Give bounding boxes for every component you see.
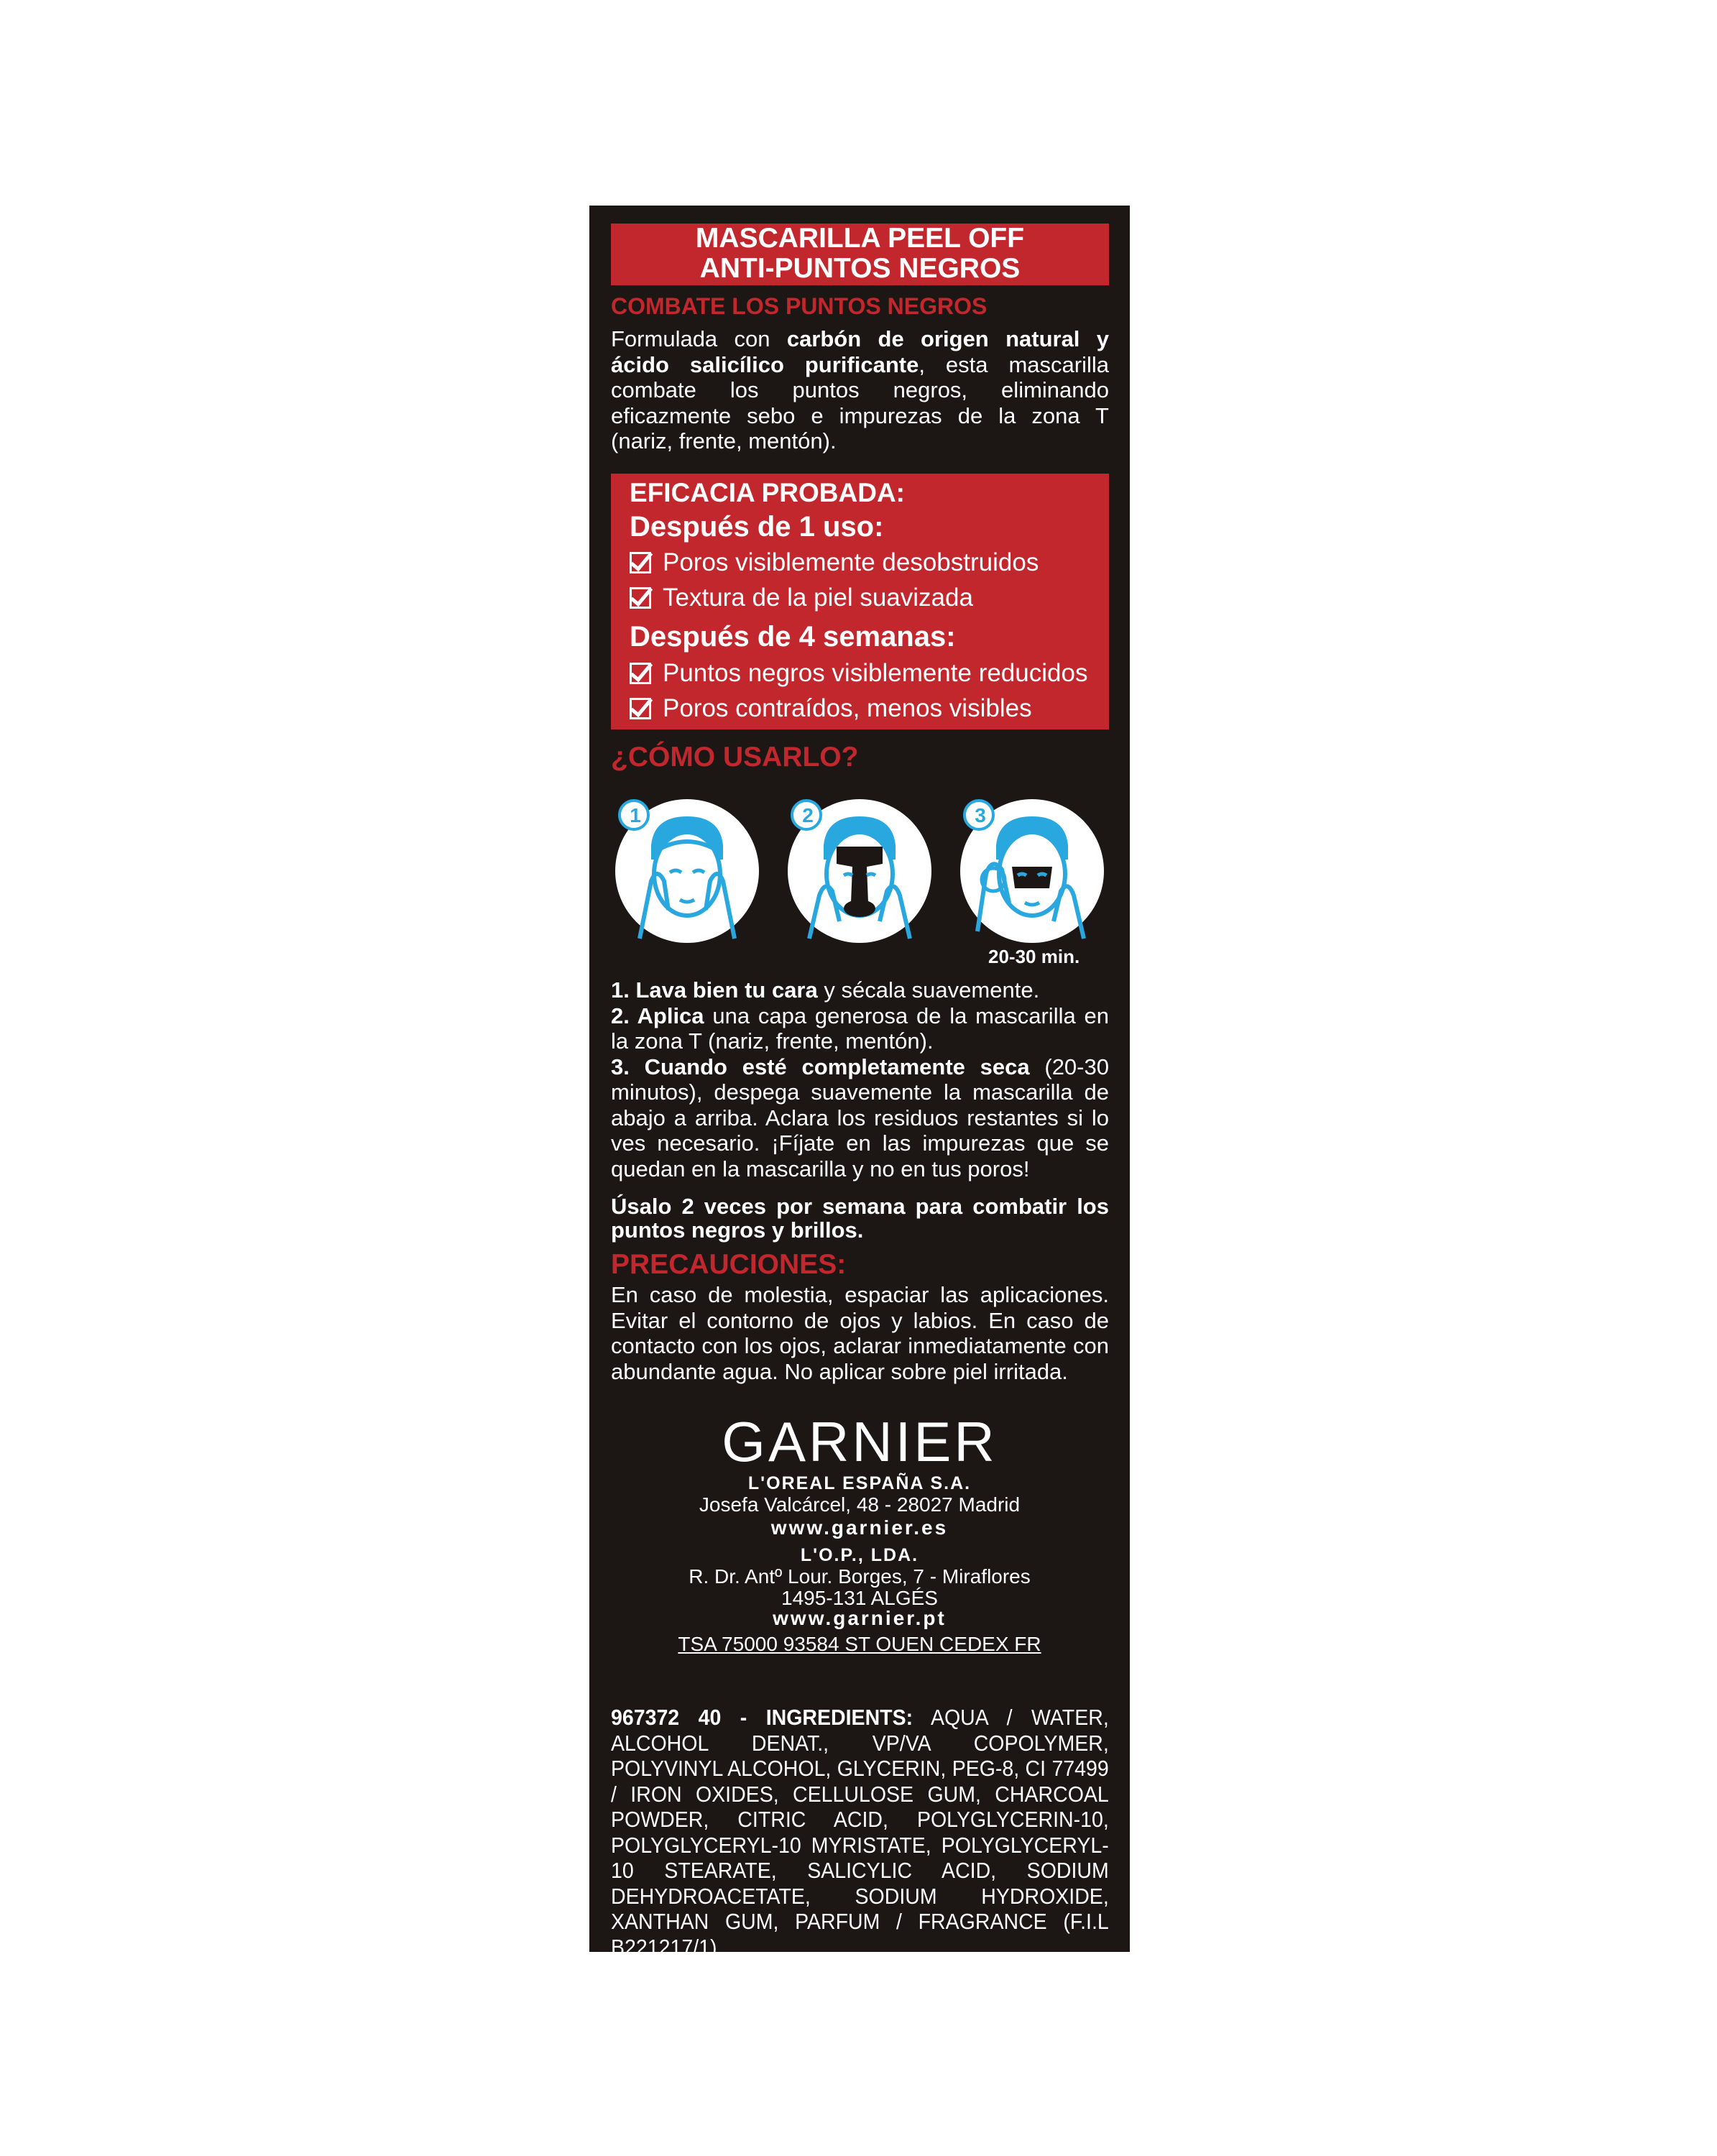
step-3-number: 3: [975, 804, 986, 826]
efficacy-heading: EFICACIA PROBADA:: [630, 478, 906, 507]
intro-heading: COMBATE LOS PUNTOS NEGROS: [611, 293, 988, 319]
garnier-logo: GARNIER: [722, 1410, 998, 1473]
website-spain: www.garnier.es: [770, 1516, 949, 1539]
checkbox-icon: [630, 698, 651, 719]
step-3-bold: 3. Cuando esté completamente seca: [611, 1054, 1030, 1079]
title-line-2: ANTI-PUNTOS NEGROS: [699, 253, 1021, 284]
ingredients-list: [611, 1705, 1109, 1960]
step-3-text: (20-30 minutos), despega suavemente la mascarilla de abajo a arriba. Aclara los residuos restantes si lo ves necesario. ¡Fíjate en las impurezas que se quedan en la mascarilla y no en tus poros!: [611, 1054, 1109, 1181]
checkbox-icon: [630, 663, 651, 684]
step-2-bold: 2. Aplica: [611, 1003, 704, 1028]
step-1-bold: 1. Lava bien tu cara: [611, 977, 818, 1003]
efficacy-item-label: Puntos negros visiblemente reducidos: [663, 659, 1088, 687]
intro-text-prefix: Formulada con: [611, 326, 787, 351]
address-france: [589, 1633, 1130, 1656]
time-label: 20-30 min.: [988, 946, 1080, 967]
checkbox-icon: [630, 587, 651, 609]
after-4-weeks-heading: Después de 4 semanas:: [630, 621, 956, 653]
usage-heading: ¿CÓMO USARLO?: [611, 742, 859, 773]
after-1-use-heading: Después de 1 uso:: [630, 511, 884, 543]
intro-bold: carbón de origen natural y ácido salicílico purificante: [611, 326, 1109, 377]
intro-paragraph: [611, 326, 1109, 454]
efficacy-item: [630, 548, 1039, 577]
ingredients-text: AQUA / WATER, ALCOHOL DENAT., VP/VA COPOLYMER, POLYVINYL ALCOHOL, GLYCERIN, PEG-8, CI 77499 / IRON OXIDES, CELLULOSE GUM, CHARCOAL POWDER, CITRIC ACID, POLYGLYCERIN-10, POLYGLYCERYL-10 MYRISTATE, POLYGLYCERYL-10 STEARATE, SALICYLIC ACID, SODIUM DEHYDROACETATE, SODIUM HYDROXIDE, XANTHAN GUM, PARFUM / FRAGRANCE (F.I.L B221217/1).: [611, 1705, 1109, 1960]
efficacy-item: [630, 584, 973, 612]
usage-instructions: [611, 977, 1109, 1181]
step-2-text: una capa generosa de la mascarilla en la zona T (nariz, frente, mentón).: [611, 1003, 1109, 1054]
efficacy-item: [630, 694, 1032, 723]
step-2-number: 2: [802, 804, 814, 826]
company-portugal: L'O.P., LDA.: [800, 1545, 919, 1565]
efficacy-item-label: Poros contraídos, menos visibles: [663, 694, 1032, 722]
product-title: [611, 224, 1109, 285]
precautions-heading: PRECAUCIONES:: [611, 1249, 847, 1280]
address-portugal-2: 1495-131 ALGÉS: [781, 1587, 938, 1609]
address-portugal-1: R. Dr. Antº Lour. Borges, 7 - Miraflores: [689, 1565, 1031, 1588]
efficacy-item: [630, 659, 1087, 688]
usage-frequency: Úsalo 2 veces por semana para combatir los puntos negros y brillos.: [611, 1194, 1109, 1243]
product-label-panel: [589, 206, 1130, 1960]
company-spain: L'OREAL ESPAÑA S.A.: [747, 1473, 972, 1493]
step-1-number: 1: [630, 804, 641, 826]
intro-text-suffix: , esta mascarilla combate los puntos negros, eliminando eficazmente sebo e impurezas de la zona T (nariz, frente, mentón).: [611, 351, 1109, 453]
precautions-text: En caso de molestia, espaciar las aplicaciones. Evitar el contorno de ojos y labios. En caso de contacto con los ojos, aclarar inmediatamente con abundante agua. No aplicar sobre piel irritada.: [611, 1282, 1109, 1384]
efficacy-box: [611, 474, 1109, 729]
title-line-1: MASCARILLA PEEL OFF: [695, 223, 1025, 254]
step-1-text: y sécala suavemente.: [817, 977, 1040, 1003]
address-spain: Josefa Valcárcel, 48 - 28027 Madrid: [699, 1493, 1021, 1516]
efficacy-item-label: Poros visiblemente desobstruidos: [663, 548, 1039, 576]
efficacy-item-label: Textura de la piel suavizada: [663, 584, 973, 612]
ingredients-label: 967372 40 - INGREDIENTS:: [611, 1705, 913, 1730]
address-france-text: TSA 75000 93584 ST OUEN CEDEX FR: [678, 1633, 1041, 1655]
website-portugal: www.garnier.pt: [773, 1607, 947, 1629]
checkbox-icon: [630, 552, 651, 573]
